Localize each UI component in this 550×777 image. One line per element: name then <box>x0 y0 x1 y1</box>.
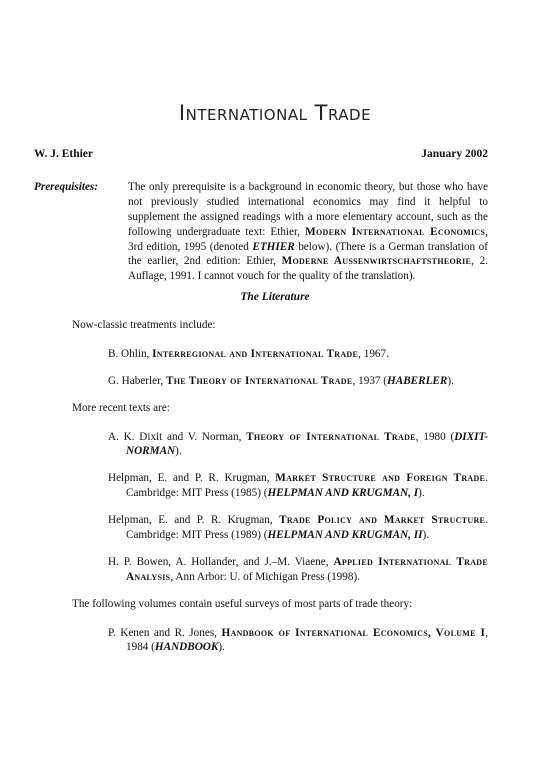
ref-title: Trade Policy and Market Structure <box>279 514 486 527</box>
author-name: W. J. Ethier <box>34 148 93 160</box>
ref-abbr: HANDBOOK <box>154 641 219 654</box>
ref-details: , Ann Arbor: U. of Michigan Press (1998). <box>170 570 360 583</box>
ref-title: Handbook of International Economics, Volume I <box>221 626 486 639</box>
ref-details: . Cambridge: MIT Press (1989) ( <box>126 514 488 542</box>
section-heading-literature: The Literature <box>240 291 310 303</box>
ref-title: The Theory of International Trade <box>165 374 353 387</box>
ref-end: ). <box>175 445 182 458</box>
literature-section <box>0 318 550 667</box>
ref-details: , 1984 ( <box>126 626 489 654</box>
intro-recent: More recent texts are: <box>72 401 170 414</box>
reference-item <box>108 513 488 543</box>
ref-authors: B. Ohlin, <box>108 347 153 360</box>
ref-authors: P. Kenen and R. Jones, <box>108 626 222 639</box>
ref-abbr: HELPMAN AND KRUGMAN, I <box>267 487 419 500</box>
document-date: January 2002 <box>421 148 488 160</box>
ref-details: , 1967. <box>358 347 389 360</box>
ref-details: , 1980 ( <box>415 430 455 443</box>
reference-item <box>108 471 488 501</box>
ref-title: Applied International Trade Analysis <box>126 555 489 583</box>
ref-abbr: HELPMAN AND KRUGMAN, II <box>267 529 423 542</box>
ref-details: , 1937 ( <box>352 374 388 387</box>
prereq-book-1: Modern International Economics <box>305 225 486 238</box>
ref-end: ). <box>422 529 430 542</box>
ref-authors: A. K. Dixit and V. Norman, <box>108 430 247 443</box>
reference-item <box>108 626 488 656</box>
prereq-text-3: below). (There is a German translation of the earlier, 2nd edition: Ethier, <box>128 240 488 268</box>
reference-item <box>108 374 488 389</box>
ref-abbr: DIXIT-NORMAN <box>126 430 488 458</box>
prerequisites-text <box>128 180 488 284</box>
prerequisites-label: Prerequisites: <box>34 181 99 193</box>
prerequisites-paragraph <box>34 180 488 284</box>
ref-title: Interregional and International Trade <box>152 347 359 360</box>
reference-item <box>108 430 488 460</box>
ref-authors: G. Haberler, <box>108 374 166 387</box>
prereq-abbr-1: ETHIER <box>252 240 295 253</box>
prereq-text-2: , 3rd edition, 1995 (denoted <box>128 225 489 253</box>
prereq-text-4: , 2. Auflage, 1991. I cannot vouch for the quality of the translation). <box>128 255 489 283</box>
ref-end: ). <box>418 487 425 500</box>
reference-item <box>108 347 488 362</box>
intro-classic: Now-classic treatments include: <box>72 319 216 331</box>
reference-item <box>108 555 488 585</box>
document-title: International Trade <box>178 101 372 125</box>
ref-end: ). <box>218 641 225 654</box>
ref-authors: H. P. Bowen, A. Hollander, and J.–M. Viaene, <box>108 555 334 568</box>
ref-authors: Helpman, E. and P. R. Krugman, <box>108 472 276 485</box>
ref-title: Market Structure and Foreign Trade <box>275 472 486 485</box>
prereq-text-1: The only prerequisite is a background in economic theory, but those who have not previously studied international economics may find it helpful to supplement the assigned readings with a more elementary account, such as the following undergraduate text: Ethier, <box>128 181 488 238</box>
author-date-line <box>34 147 488 162</box>
ref-end: ). <box>447 374 454 387</box>
prereq-book-2: Moderne Aussenwirtschaftstheorie <box>281 255 472 268</box>
ref-details: . Cambridge: MIT Press (1985) ( <box>126 472 488 500</box>
ref-title: Theory of International Trade <box>246 430 416 443</box>
ref-abbr: HABERLER <box>387 374 448 387</box>
intro-surveys: The following volumes contain useful surveys of most parts of trade theory: <box>72 597 413 610</box>
ref-authors: Helpman, E. and P. R. Krugman, <box>108 514 280 527</box>
